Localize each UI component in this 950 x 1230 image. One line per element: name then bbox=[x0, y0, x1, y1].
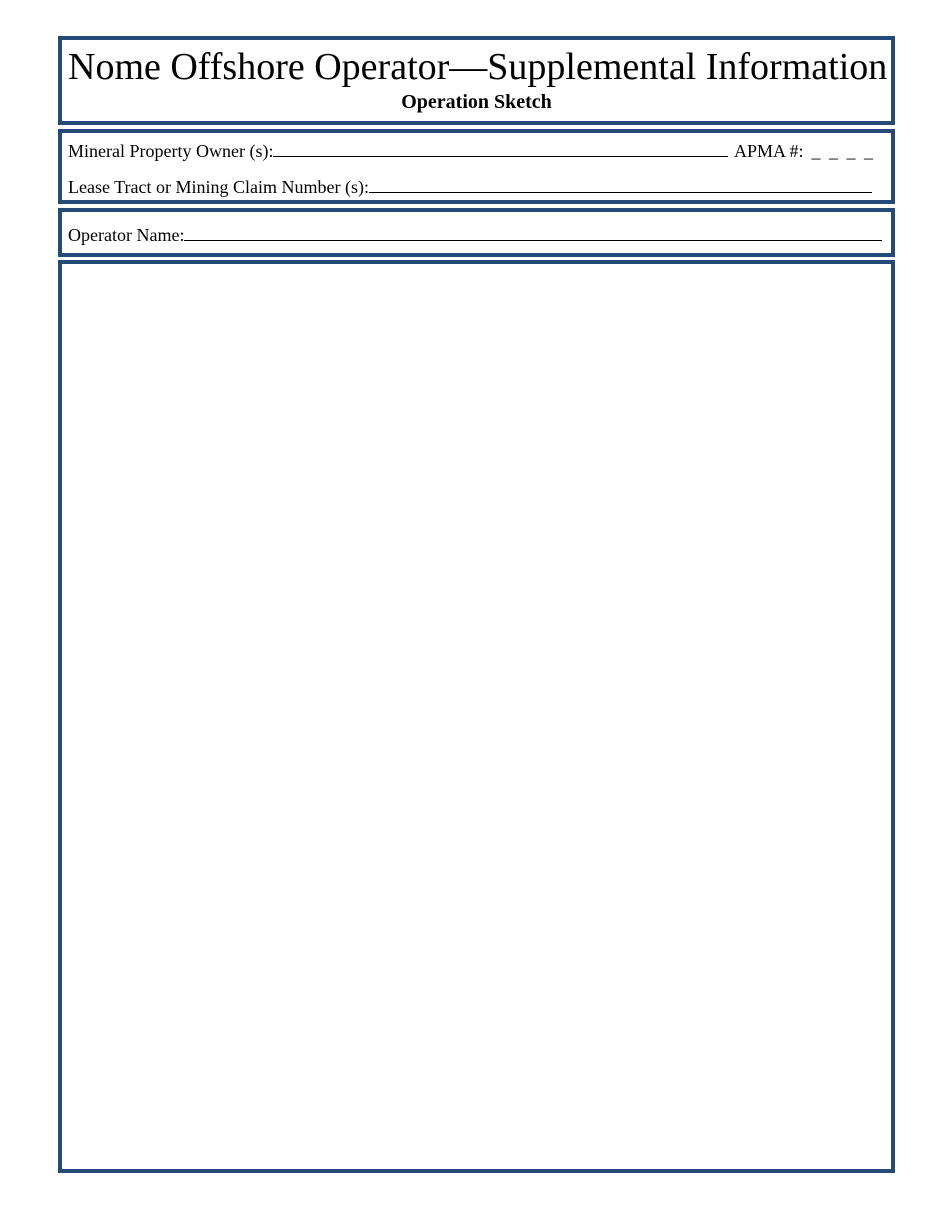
lease-field[interactable] bbox=[369, 176, 872, 193]
operator-name-label: Operator Name: bbox=[68, 225, 185, 245]
operator-row bbox=[68, 224, 882, 246]
sketch-area[interactable] bbox=[58, 260, 895, 1173]
apma-field[interactable]: _ _ _ _ bbox=[811, 141, 875, 161]
operator-name-field[interactable] bbox=[184, 224, 882, 241]
apma-group bbox=[734, 140, 875, 162]
apma-label: APMA #: bbox=[733, 141, 804, 161]
owner-row bbox=[68, 140, 883, 162]
lease-row bbox=[68, 176, 872, 198]
owner-field[interactable] bbox=[273, 140, 728, 157]
operator-section bbox=[58, 208, 895, 257]
form-header bbox=[58, 36, 895, 125]
form-title: Nome Offshore Operator—Supplemental Information bbox=[68, 46, 888, 88]
owner-label: Mineral Property Owner (s): bbox=[68, 141, 274, 161]
lease-label: Lease Tract or Mining Claim Number (s): bbox=[68, 177, 369, 197]
property-section bbox=[58, 129, 895, 204]
form-subtitle: Operation Sketch bbox=[401, 91, 552, 113]
